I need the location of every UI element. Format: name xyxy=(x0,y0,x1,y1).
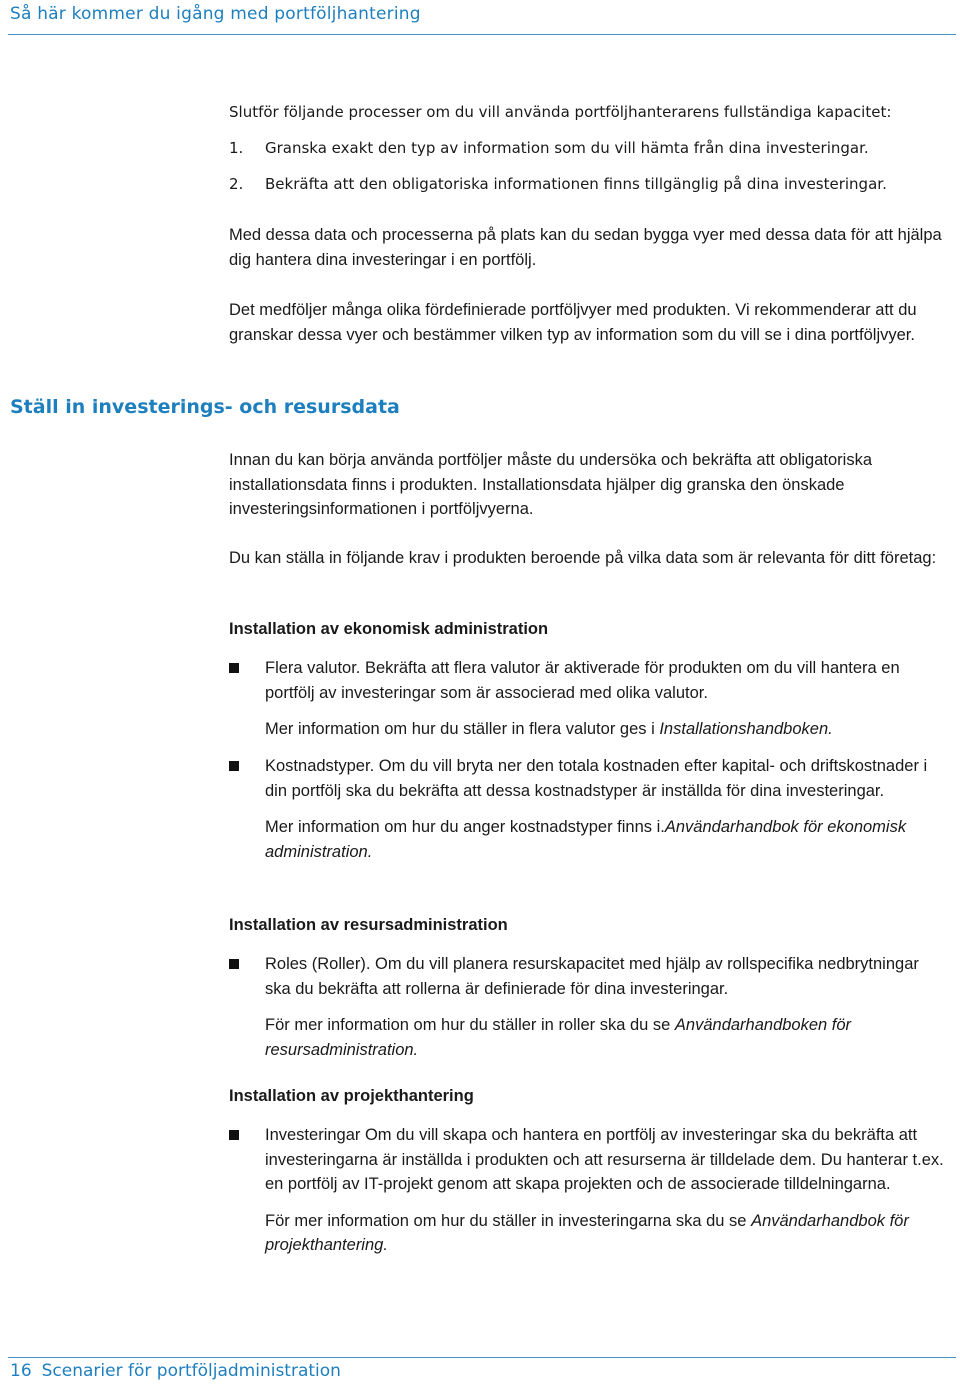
more-info-text: Mer information om hur du anger kostnadstyper finns i. xyxy=(265,818,665,836)
group-heading: Installation av ekonomisk administration xyxy=(229,620,549,638)
group-heading: Installation av resursadministration xyxy=(229,916,508,934)
footer-divider xyxy=(8,1357,956,1358)
step-number: 1. xyxy=(229,139,244,157)
step-text: Granska exakt den typ av information som du vill hämta från dina investeringar. xyxy=(265,139,869,157)
bullet-square-icon xyxy=(229,663,239,673)
section-paragraph: Du kan ställa in följande krav i produkten beroende på vilka data som är relevanta för ditt företag: xyxy=(229,549,937,567)
page-number: 16 xyxy=(10,1361,32,1381)
section-heading: Ställ in investerings- och resursdata xyxy=(10,396,400,418)
intro-paragraph: Med dessa data och processerna på plats kan du sedan bygga vyer med dessa data för att hjälpa dig hantera dina investeringar i en portfölj. xyxy=(229,226,942,269)
intro-steps-list xyxy=(229,139,944,211)
more-info-reference: Användarhandbok för ekonomisk administration. xyxy=(265,818,907,861)
footer-title: Scenarier för portföljadministration xyxy=(41,1361,341,1381)
step-number: 2. xyxy=(229,175,244,193)
more-info-text: För mer information om hur du ställer in roller ska du se xyxy=(265,1016,675,1034)
more-info-note xyxy=(265,1013,944,1062)
list-item xyxy=(229,754,944,864)
more-info-note xyxy=(265,717,944,742)
intro-lead: Slutför följande processer om du vill använda portföljhanterarens fullständiga kapacitet: xyxy=(229,103,892,121)
intro-paragraph: Det medföljer många olika fördefinierade portföljvyer med produkten. Vi rekommenderar att du granskar dessa vyer och bestämmer vilken typ av information som du vill se i dina portföljvyer. xyxy=(229,301,917,344)
bullet-text: Investeringar Om du vill skapa och hantera en portfölj av investeringar ska du bekräfta att investeringarna är inställda i produkten och att resurserna är tilldelade dem. Du hanterar t.ex. en portfölj av IT-projekt genom att skapa projekten och de associerade tilldelningarna. xyxy=(265,1126,944,1193)
more-info-text: För mer information om hur du ställer in investeringarna ska du se xyxy=(265,1211,752,1230)
more-info-text: Mer information om hur du ställer in flera valutor ges i xyxy=(265,720,660,738)
list-item xyxy=(229,1123,944,1258)
section-paragraph: Innan du kan börja använda portföljer måste du undersöka och bekräfta att obligatoriska installationsdata finns i produkten. Installationsdata hjälper dig granska den önskade investeringsinformationen i portföljvyerna. xyxy=(229,451,872,518)
group-heading: Installation av projekthantering xyxy=(229,1087,474,1105)
header-divider xyxy=(8,34,956,35)
list-item xyxy=(229,952,944,1062)
running-header-title: Så här kommer du igång med portföljhantering xyxy=(10,4,421,24)
bullet-text: Roles (Roller). Om du vill planera resurskapacitet med hjälp av rollspecifika nedbrytningar ska du bekräfta att rollerna är definierade för dina investeringar. xyxy=(265,955,919,998)
more-info-reference: Användarhandboken för resursadministration. xyxy=(265,1016,852,1059)
step-text: Bekräfta att den obligatoriska informationen finns tillgänglig på dina investeringar. xyxy=(265,175,887,193)
bullet-text: Kostnadstyper. Om du vill bryta ner den totala kostnaden efter kapital- och driftskostnader i din portfölj ska du bekräfta att dessa kostnadstyper är inställda för dina investeringar. xyxy=(265,757,928,800)
bullet-text: Flera valutor. Bekräfta att flera valutor är aktiverade för produkten om du vill hantera en portfölj av investeringar som är associerad med olika valutor. xyxy=(265,659,900,702)
page-footer xyxy=(10,1361,341,1381)
more-info-note xyxy=(265,1209,944,1258)
more-info-reference: Användarhandbok för projekthantering. xyxy=(265,1211,909,1254)
bullet-square-icon xyxy=(229,1130,239,1140)
bullet-square-icon xyxy=(229,761,239,771)
list-item xyxy=(229,175,944,211)
list-item xyxy=(229,139,944,175)
more-info-reference: Installationshandboken. xyxy=(659,720,833,738)
more-info-note xyxy=(265,815,944,864)
bullet-square-icon xyxy=(229,959,239,969)
list-item xyxy=(229,656,944,742)
